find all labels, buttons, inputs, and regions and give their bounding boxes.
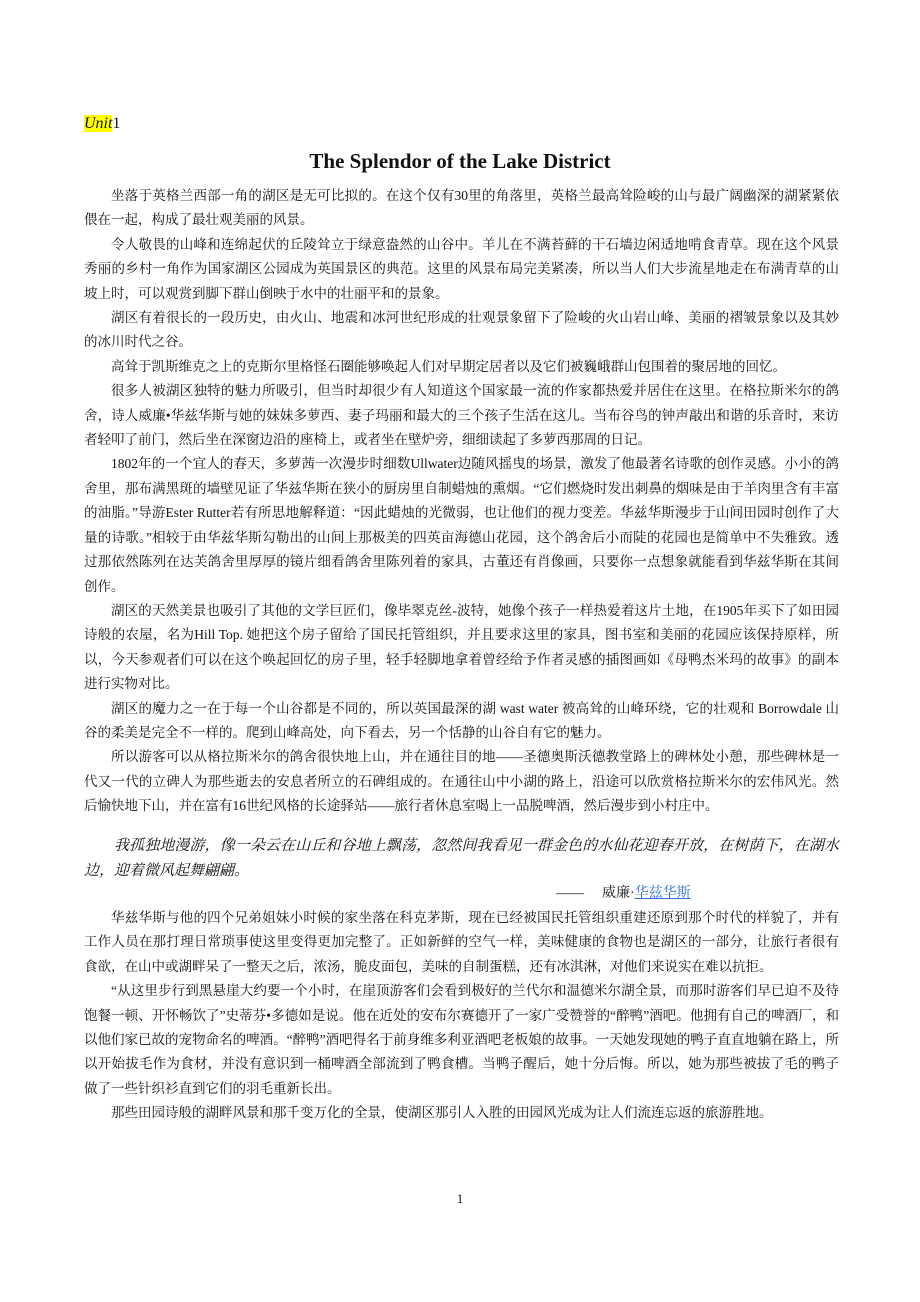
author-prefix: 威廉· — [602, 886, 635, 901]
paragraph: 所以游客可以从格拉斯米尔的鸽舍很快地上山，并在通往目的地——圣德奥斯沃德教堂路上的碑林处小憩，那些碑林是一代又一代的立碑人为那些逝去的安息者所立的石碑组成的。在通往山中小湖的路上，沿途可以欣赏格拉斯米尔的宏伟风光。然后愉快地下山，并在富有16世纪风格的长途驿站——旅行者休息室喝上一品脱啤酒，然后漫步到小村庄中。 — [84, 749, 839, 814]
page-number: 1 — [456, 1191, 464, 1206]
attribution-dash: —— — [556, 886, 584, 901]
paragraph: 坐落于英格兰西部一角的湖区是无可比拟的。在这个仅有30里的角落里，英格兰最高耸险峻的山与最广阔幽深的湖紧紧依偎在一起，构成了最壮观美丽的风景。 — [84, 188, 839, 228]
paragraph: 那些田园诗般的湖畔风景和那千变万化的全景，使湖区那引人入胜的田园风光成为让人们流连忘返的旅游胜地。 — [111, 1105, 773, 1121]
paragraph: 湖区的魔力之一在于每一个山谷都是不同的，所以英国最深的湖 wast water 被高耸的山峰环绕，它的壮观和 Borrowdale 山谷的柔美是完全不一样的。爬到山峰高处，向下看去，另一个恬静的山谷自有它的魅力。 — [84, 700, 839, 740]
paragraph: “从这里步行到黑悬崖大约要一个小时，在崖顶游客们会看到极好的兰代尔和温德米尔湖全景，而那时游客们早已迫不及待饱餐一顿、开怀畅饮了”史蒂芬•多德如是说。他在近处的安布尔赛德开了一家广受赞誉的“醉鸭”酒吧。他拥有自己的啤酒厂，和以他们家已故的宠物命名的啤酒。“醉鸭”酒吧得名于前身维多利亚酒吧老板娘的故事。一天她发现她的鸭子直直地躺在路上，所以开始拔毛作为食材，并没有意识到一桶啤酒全部流到了鸭食槽。当鸭子醒后，她十分后悔。所以，她为那些被拔了毛的鸭子做了一些针织衫直到它们的羽毛重新长出。 — [84, 983, 839, 1096]
page-title: The Splendor of the Lake District — [309, 149, 611, 173]
poem-attribution — [556, 884, 691, 904]
paragraph: 令人敬畏的山峰和连绵起伏的丘陵耸立于绿意盎然的山谷中。羊儿在不满苔藓的干石墙边闲适地啃食青草。现在这个风景秀丽的乡村一角作为国家湖区公园成为英国景区的典范。这里的风景布局完美紧凑，所以当人们大步流星地走在布满青草的山坡上时，可以观赏到脚下群山倒映于水中的壮丽平和的景象。 — [84, 236, 839, 301]
article-body-part2 — [84, 906, 839, 1126]
poem-quote: 我孤独地漫游，像一朵云在山丘和谷地上飘荡，忽然间我看见一群金色的水仙花迎春开放，在树荫下，在湖水边，迎着微风起舞翩翩。 — [84, 838, 839, 879]
paragraph: 湖区有着很长的一段历史，由火山、地震和冰河世纪形成的壮观景象留下了险峻的火山岩山峰、美丽的褶皱景象以及其妙的冰川时代之谷。 — [84, 310, 839, 350]
paragraph: 高耸于凯斯维克之上的克斯尔里格怪石圈能够唤起人们对早期定居者以及它们被巍峨群山包围着的聚居地的回忆。 — [111, 358, 786, 374]
paragraph: 湖区的天然美景也吸引了其他的文学巨匠们，像毕翠克丝-波特，她像个孩子一样热爱着这片土地，在1905年买下了如田园诗般的农屋，名为Hill Top. 她把这个房子留给了国民托管组织，并且要求这里的家具，图书室和美丽的花园应该保持原样，所以，今天参观者们可以在这个唤起回忆的房子里，轻手轻脚地拿着曾经给予作者灵感的插图画如《母鸭杰米玛的故事》的副本进行实物对比。 — [84, 602, 839, 692]
paragraph: 华兹华斯与他的四个兄弟姐妹小时候的家坐落在科克茅斯，现在已经被国民托管组织重建还原到那个时代的样貌了，并有工作人员在那打理日常琐事使这里变得更加完整了。正如新鲜的空气一样，美味健康的食物也是湖区的一部分，让旅行者很有食欲，在山中或湖畔呆了一整天之后，浓汤，脆皮面包，美味的自制蛋糕，还有冰淇淋，对他们来说实在难以抗拒。 — [84, 910, 839, 974]
paragraph: 很多人被湖区独特的魅力所吸引，但当时却很少有人知道这个国家最一流的作家都热爱并居住在这里。在格拉斯米尔的鸽舍，诗人威廉•华兹华斯与她的妹妹多萝西、妻子玛丽和最大的三个孩子生活在这儿。当布谷鸟的钟声敲出和谐的乐音时，来访者轻叩了前门，然后坐在深窗边沿的座椅上，或者坐在壁炉旁，细细读起了多萝西那周的日记。 — [84, 383, 839, 448]
author-link[interactable]: 华兹华斯 — [634, 886, 691, 901]
unit-heading — [84, 114, 120, 134]
unit-word-highlighted: Unit — [84, 115, 113, 132]
paragraph: 1802年的一个宜人的春天，多萝茜一次漫步时细数Ullwater边随风摇曳的场景，激发了他最著名诗歌的创作灵感。小小的鸽舍里，那布满黑斑的墙壁见证了华兹华斯在狭小的厨房里自制蜡烛的熏烟。“它们燃烧时发出刺鼻的烟味是由于羊肉里含有丰富的油脂。”导游Ester Rutter若有所思地解释道：“因此蜡烛的光微弱，也让他们的视力变差。华兹华斯漫步于山间田园时创作了大量的诗歌。”相较于由华兹华斯勾勒出的山间上那极美的四英亩海德山花园，这个鸽舍后小而陡的花园也是简单中不失雅致。透过那依然陈列在达芙鸽舍里厚厚的镜片细看鸽舍里陈列着的家具，古董还有肖像画，只要你一点想象就能看到华兹华斯在其间创作。 — [84, 456, 839, 594]
article-body-part1 — [84, 184, 839, 819]
unit-number: 1 — [112, 115, 121, 132]
